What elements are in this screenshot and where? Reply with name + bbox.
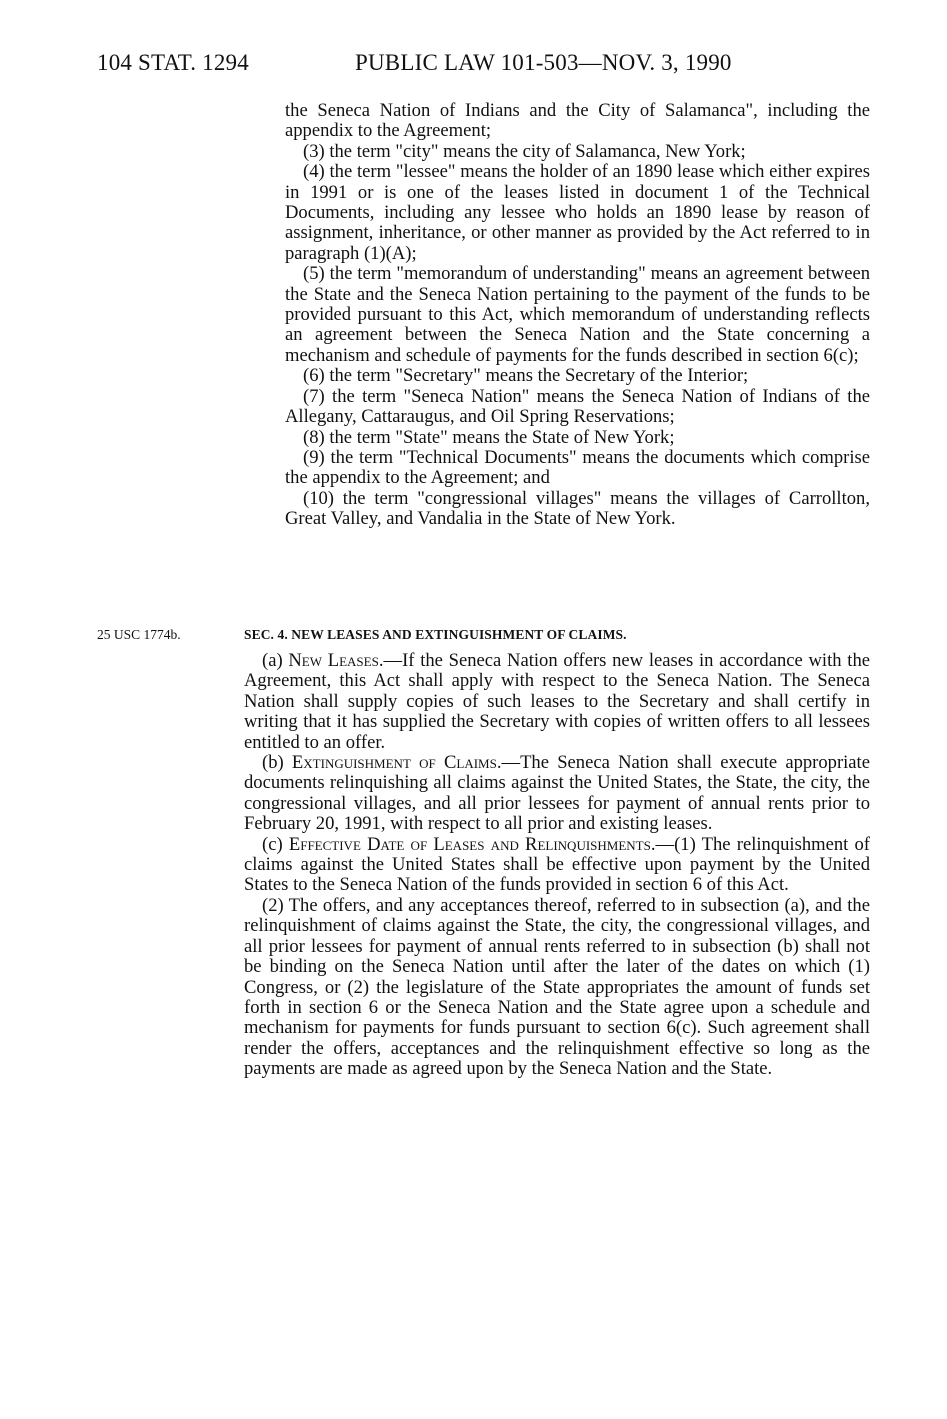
subsection-b-label: (b) [262,752,292,774]
definition-continuation: the Seneca Nation of Indians and the City of Salamanca", including the appendix to the Agreement; [285,100,870,142]
subsection-a [244,651,870,753]
subsection-c [244,835,870,896]
subsection-c-heading: Effective Date of Leases and Relinquishments [288,833,651,855]
subsection-c-label: (c) [262,833,289,855]
subsection-b-text: .—The Seneca Nation shall execute appropriate documents relinquishing all claims against the United States, the State, the city, the congressional villages, and all prior lessees for payment of annual rents prior to February 20, 1991, with respect to all prior and existing leases. [244,752,870,835]
statute-reference: 104 STAT. 1294 [97,50,249,75]
subsection-c-paragraph-2: (2) The offers, and any acceptances thereof, referred to in subsection (a), and the relinquishment of claims against the State, the city, the congressional villages, and all prior lessees for payment of annual rents referred to in subsection (b) shall not be binding on the Seneca Nation until after the later of the dates on which (1) Congress, or (2) the legislature of the State appropriates the amount of funds set forth in section 6 or the Seneca Nation and the State agree upon a schedule and mechanism for payments for funds pursuant to section 6(c). Such agreement shall render the offers, acceptances and the relinquishment effective so long as the payments are made as agreed upon by the Seneca Nation and the State. [244,894,870,1080]
subsection-b-heading: Extinguishment of Claims [291,752,497,774]
definition-secretary: (6) the term "Secretary" means the Secretary of the Interior; [303,365,749,387]
definition-seneca-nation: (7) the term "Seneca Nation" means the Seneca Nation of Indians of the Allegany, Cattaraugus, and Oil Spring Reservations; [285,385,870,428]
definition-city: (3) the term "city" means the city of Salamanca, New York; [303,140,746,162]
definition-congressional-villages: (10) the term "congressional villages" means the villages of Carrollton, Great Valley, and Vandalia in the State of New York. [285,487,870,530]
subsection-c-text: .—(1) The relinquishment of claims against the United States shall be effective upon payment by the United States to the Seneca Nation of the funds provided in section 6 of this Act. [244,833,870,896]
subsection-a-text: .—If the Seneca Nation offers new leases in accordance with the Agreement, this Act shall apply with respect to the Seneca Nation. The Seneca Nation shall supply copies of such leases to the Secretary and shall certify in writing that it has supplied the Secretary with copies of written offers to all lessees entitled to an offer. [244,650,870,753]
section-4-body [244,651,870,1080]
subsection-a-heading: New Leases [288,650,379,671]
definition-memorandum: (5) the term "memorandum of understanding" means an agreement between the State and the Seneca Nation pertaining to the payment of the funds to be provided pursuant to this Act, which memorandum of understanding reflects an agreement between the Seneca Nation and the State concerning a mechanism and schedule of payments for the funds described in section 6(c); [285,263,870,366]
definitions-block [285,101,870,530]
section-heading: SEC. 4. NEW LEASES AND EXTINGUISHMENT OF CLAIMS. [244,627,627,642]
definition-state: (8) the term "State" means the State of New York; [303,426,675,448]
definition-lessee: (4) the term "lessee" means the holder of an 1890 lease which either expires in 1991 or is one of the leases listed in document 1 of the Technical Documents, including any lessee who holds an 1890 lease by reason of assignment, inheritance, or other manner as provided by the Act referred to in paragraph (1)(A); [285,161,870,264]
margin-citation: 25 USC 1774b. [97,627,181,642]
definition-technical-documents: (9) the term "Technical Documents" means the documents which comprise the appendix to the Agreement; and [285,446,870,489]
subsection-b [244,753,870,835]
subsection-a-label: (a) [262,650,289,671]
public-law-header: PUBLIC LAW 101-503—NOV. 3, 1990 [355,50,732,75]
